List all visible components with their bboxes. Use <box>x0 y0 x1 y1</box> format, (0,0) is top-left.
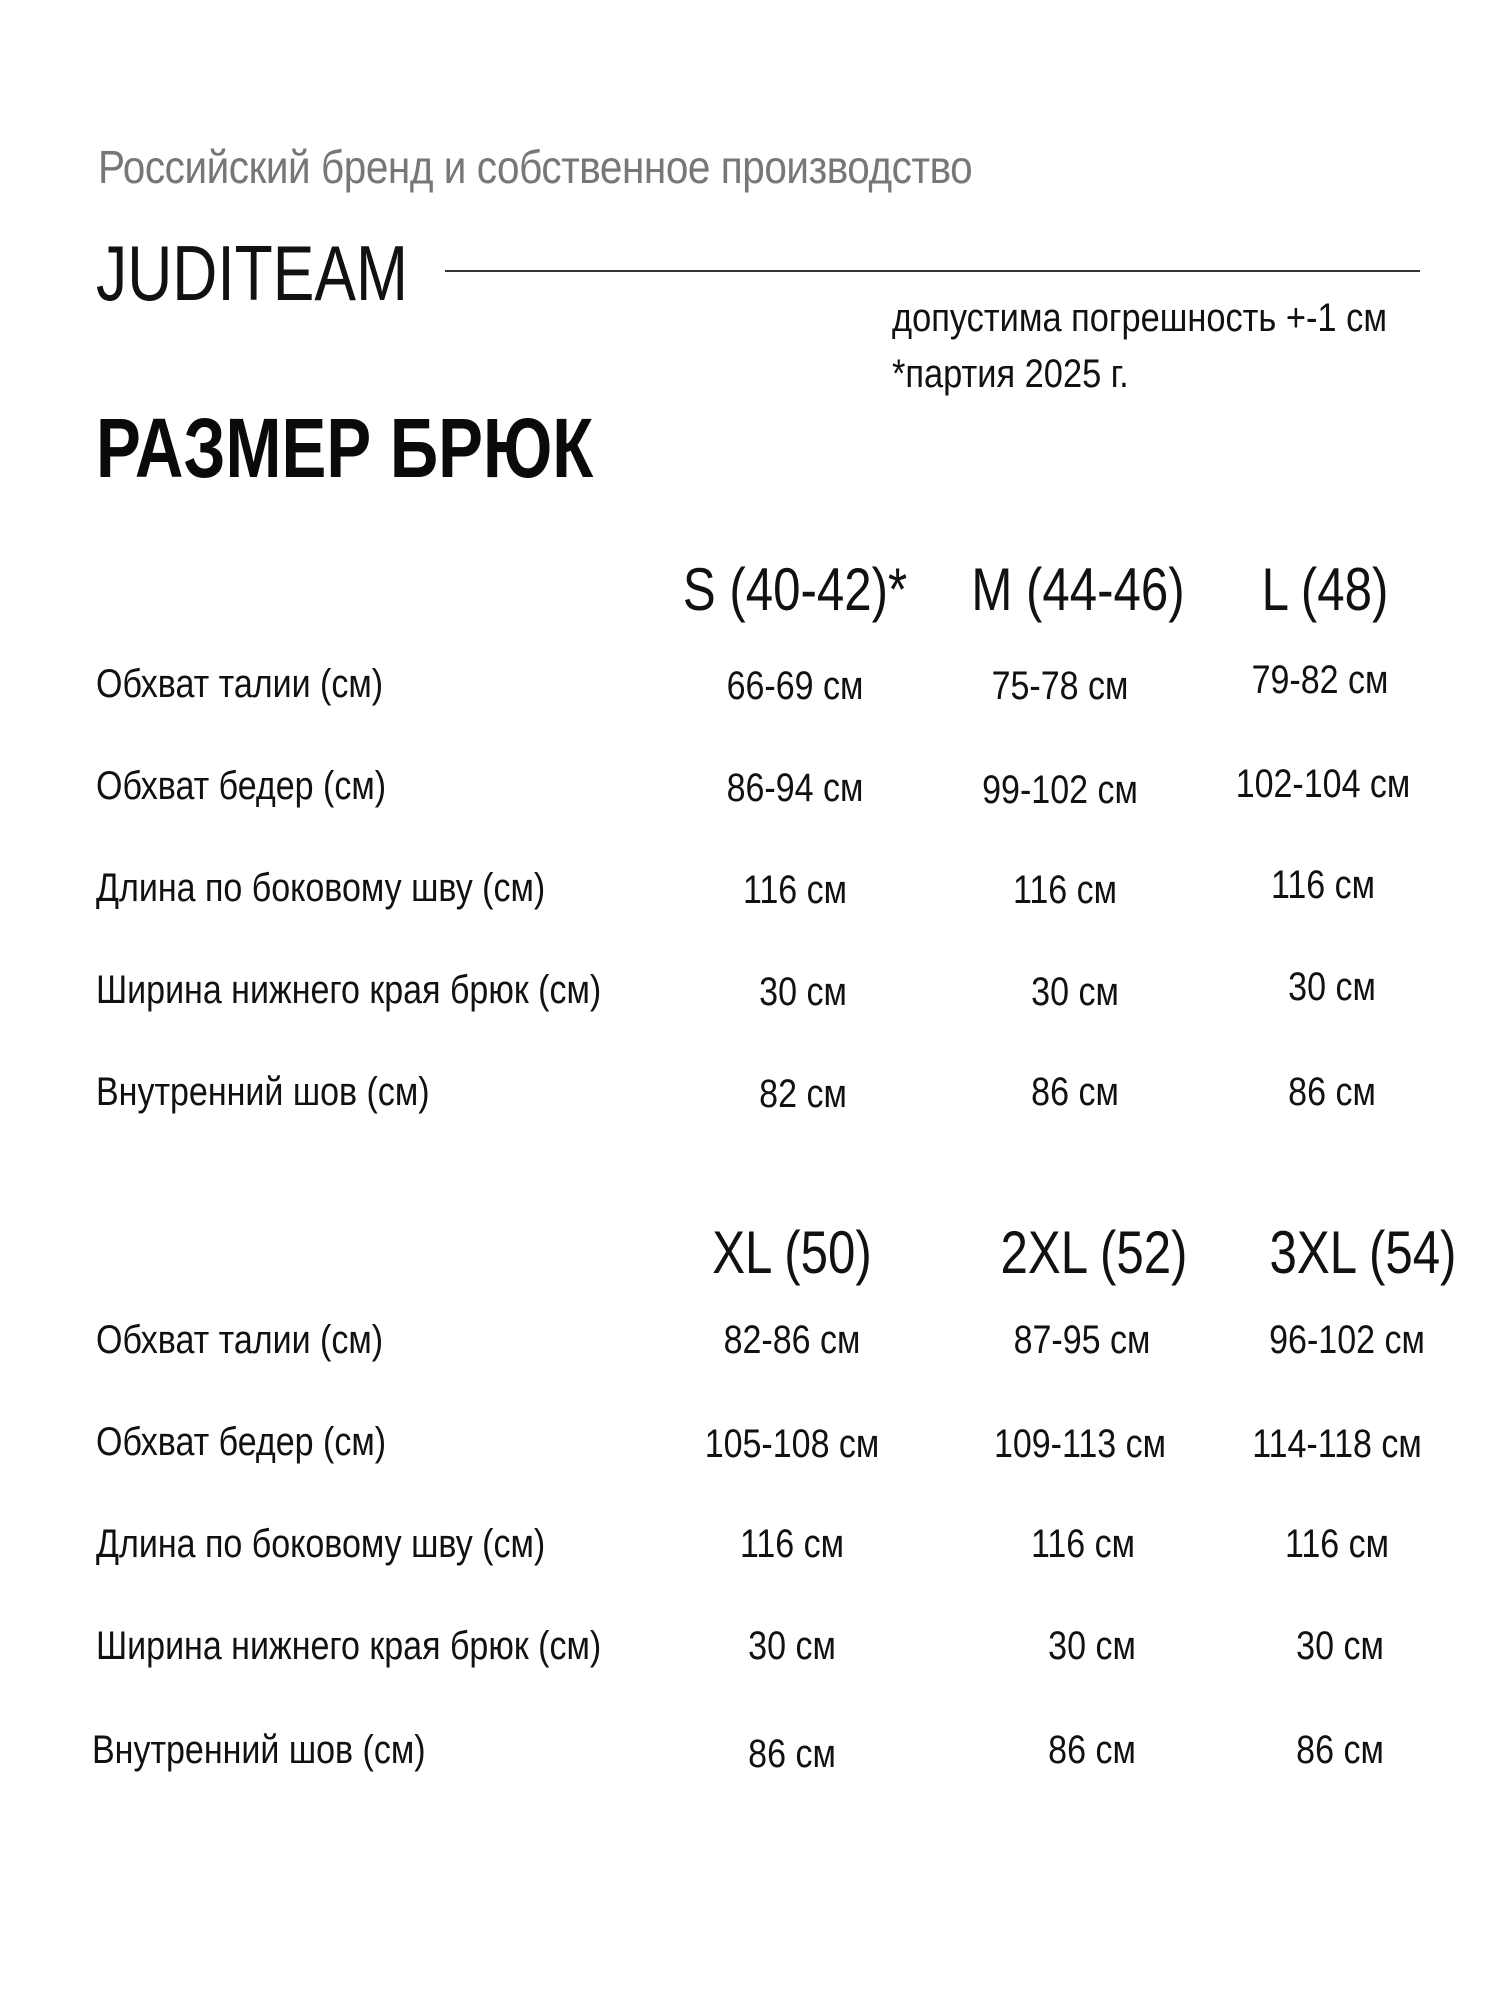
row-label: Обхват бедер (см) <box>96 764 387 808</box>
brand-divider <box>445 270 1420 272</box>
table-cell: 82-86 см <box>723 1318 861 1362</box>
table-cell: 30 см <box>1031 970 1119 1014</box>
table-cell: 30 см <box>1296 1624 1384 1668</box>
size-header: L (48) <box>1261 556 1389 623</box>
size-header: XL (50) <box>712 1219 872 1286</box>
table-cell: 116 см <box>1270 863 1376 907</box>
row-label: Внутренний шов (см) <box>96 1070 430 1114</box>
table-cell: 87-95 см <box>1013 1318 1151 1362</box>
table-cell: 86 см <box>1296 1728 1384 1772</box>
row-label: Обхват талии (см) <box>96 662 384 706</box>
table-cell: 116 см <box>739 1522 845 1566</box>
table-cell: 116 см <box>1030 1522 1136 1566</box>
table-cell: 30 см <box>1288 965 1376 1009</box>
page-title: РАЗМЕР БРЮК <box>96 401 594 495</box>
table-cell: 96-102 см <box>1269 1318 1425 1362</box>
table-cell: 116 см <box>1012 868 1118 912</box>
table-cell: 30 см <box>748 1624 836 1668</box>
table-cell: 105-108 см <box>704 1422 880 1466</box>
table-cell: 109-113 см <box>993 1422 1167 1466</box>
table-cell: 116 см <box>742 868 848 912</box>
brand-tagline: Российский бренд и собственное производство <box>98 141 973 193</box>
table-cell: 114-118 см <box>1252 1422 1422 1466</box>
size-header: 3XL (54) <box>1269 1219 1457 1286</box>
row-label: Ширина нижнего края брюк (см) <box>96 968 602 1012</box>
table-cell: 66-69 см <box>726 664 864 708</box>
row-label: Длина по боковому шву (см) <box>96 1522 546 1566</box>
batch-note: *партия 2025 г. <box>892 352 1129 396</box>
table-cell: 86 см <box>1048 1728 1136 1772</box>
row-label: Обхват бедер (см) <box>96 1420 387 1464</box>
table-cell: 82 см <box>759 1072 847 1116</box>
row-label: Длина по боковому шву (см) <box>96 866 546 910</box>
table-cell: 30 см <box>759 970 847 1014</box>
table-cell: 86-94 см <box>726 766 864 810</box>
table-cell: 86 см <box>748 1732 836 1776</box>
table-cell: 30 см <box>1048 1624 1136 1668</box>
table-cell: 86 см <box>1031 1070 1119 1114</box>
table-cell: 116 см <box>1284 1522 1390 1566</box>
size-header: M (44-46) <box>971 556 1185 623</box>
table-cell: 79-82 см <box>1251 658 1389 702</box>
size-header: S (40-42)* <box>682 556 908 623</box>
table-cell: 75-78 см <box>991 664 1129 708</box>
table-cell: 86 см <box>1288 1070 1376 1114</box>
tolerance-note: допустима погрешность +-1 см <box>892 296 1387 340</box>
row-label: Внутренний шов (см) <box>92 1728 426 1772</box>
table-cell: 99-102 см <box>982 768 1138 812</box>
size-header: 2XL (52) <box>1000 1219 1188 1286</box>
table-cell: 102-104 см <box>1235 762 1411 806</box>
row-label: Обхват талии (см) <box>96 1318 384 1362</box>
brand-name: JUDITEAM <box>96 229 408 317</box>
row-label: Ширина нижнего края брюк (см) <box>96 1624 602 1668</box>
